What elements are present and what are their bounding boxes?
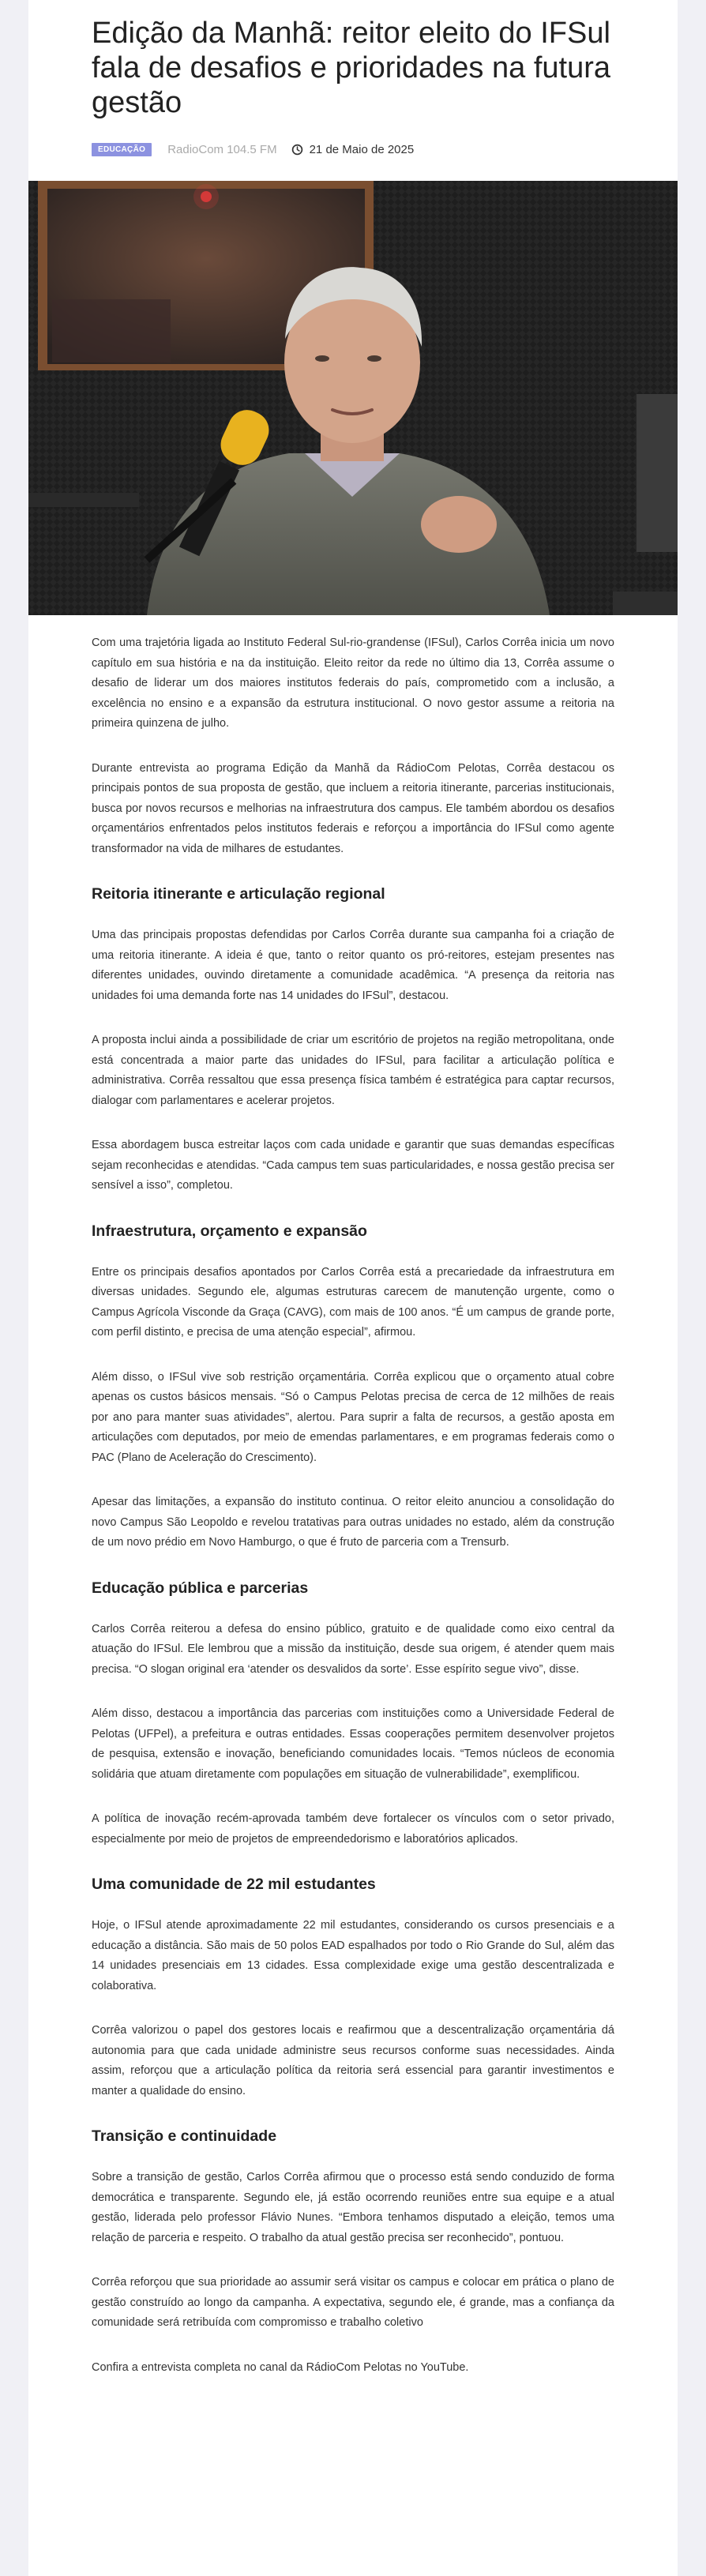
paragraph: Uma das principais propostas defendidas por Carlos Corrêa durante sua campanha foi a criação de uma reitoria itinerante. A ideia é que, tanto o reitor quanto os pró-reitores, estejam presentes nas diferentes unidades, ouvindo diretamente a comunidade acadêmica. “A presença da reitoria nas unidades foi uma demanda forte nas 14 unidades do IFSul”, destacou. [92, 929, 614, 1002]
section-heading: Educação pública e parcerias [92, 1579, 309, 1597]
article-meta [92, 141, 614, 158]
section-heading: Infraestrutura, orçamento e expansão [92, 1222, 367, 1240]
paragraph: Além disso, o IFSul vive sob restrição orçamentária. Corrêa explicou que o orçamento atual cobre apenas os custos básicos mensais. “Só o Campus Pelotas precisa de cerca de 12 milhões de reais por ano para manter suas atividades”, alertou. Para suprir a falta de recursos, a gestão aposta em articulações com deputados, por meio de emendas parlamentares, e em programas federais como o PAC (Plano de Aceleração do Crescimento). [92, 1370, 614, 1464]
paragraph: Durante entrevista ao programa Edição da Manhã da RádioCom Pelotas, Corrêa destacou os principais pontos de sua proposta de gestão, que incluem a reitoria itinerante, parcerias institucionais, busca por novos recursos e melhorias na infraestrutura dos campus. Ele também abordou os desafios orçamentários enfrentados pelos institutos federais e reforçou a importância do IFSul como agente transformador na vida de milhares de estudantes. [92, 761, 614, 855]
paragraph: Sobre a transição de gestão, Carlos Corrêa afirmou que o processo está sendo conduzido de forma democrática e transparente. Segundo ele, já estão ocorrendo reuniões entre sua equipe e a atual gestão, liderada pelo professor Flávio Nunes. “Embora tenhamos disputado a eleição, temos uma relação de parceria e respeito. O trabalho da atual gestão precisa ser reconhecido”, pontuou. [92, 2171, 614, 2244]
publish-date: 21 de Maio de 2025 [309, 142, 415, 156]
article-header [28, 0, 678, 158]
article-body [92, 633, 614, 2402]
paragraph: Além disso, destacou a importância das parcerias com instituições como a Universidade Federal de Pelotas (UFPel), a prefeitura e outras entidades. Essas cooperações permitem desenvolver projetos de pesquisa, extensão e inovação, beneficiando comunidades locais. “Temos núcleos de economia solidária que atuam diretamente com populações em situação de vulnerabilidade”, exemplificou. [92, 1707, 614, 1781]
author-name[interactable]: RadioCom 104.5 FM [167, 142, 277, 156]
paragraph: A política de inovação recém-aprovada também deve fortalecer os vínculos com o setor privado, especialmente por meio de projetos de empreendedorismo e laboratórios aplicados. [92, 1812, 614, 1846]
paragraph: Essa abordagem busca estreitar laços com cada unidade e garantir que suas demandas específicas sejam reconhecidas e atendidas. “Cada campus tem suas particularidades, e nossa gestão precisa ser sensível a isso”, completou. [92, 1139, 614, 1192]
paragraph: Corrêa valorizou o papel dos gestores locais e reafirmou que a descentralização orçamentária dá autonomia para que cada unidade administre seus recursos conforme suas necessidades. Ainda assim, reforçou que a articulação política da reitoria será essencial para garantir investimentos e manter a qualidade do ensino. [92, 2024, 614, 2097]
article-title: Edição da Manhã: reitor eleito do IFSul fala de desafios e prioridades na futura gestão [92, 17, 610, 119]
section-heading: Transição e continuidade [92, 2127, 277, 2145]
paragraph: Apesar das limitações, a expansão do instituto continua. O reitor eleito anunciou a consolidação do novo Campus São Leopoldo e revelou tratativas para outras unidades no estado, além da construção de um novo prédio em Novo Hamburgo, o que é fruto de parceria com a Trensurb. [92, 1496, 614, 1549]
paragraph: A proposta inclui ainda a possibilidade de criar um escritório de projetos na região metropolitana, onde está concentrada a maior parte das unidades do IFSul, para facilitar a articulação política e administrativa. Corrêa ressaltou que essa presença física também é estratégica para captar recursos, dialogar com parlamentares e acelerar projetos. [92, 1034, 614, 1107]
paragraph: Entre os principais desafios apontados por Carlos Corrêa está a precariedade da infraestrutura em diversas unidades. Segundo ele, algumas estruturas carecem de manutenção urgente, como o Campus Agrícola Visconde da Graça (CAVG), com mais de 100 anos. “É um campus de grande porte, com perfil distinto, e precisa de uma atenção especial”, afirmou. [92, 1265, 614, 1339]
clock-icon [291, 144, 303, 156]
section-heading: Reitoria itinerante e articulação regional [92, 885, 385, 903]
paragraph: Confira a entrevista completa no canal da RádioCom Pelotas no YouTube. [92, 2360, 469, 2374]
paragraph: Corrêa reforçou que sua prioridade ao assumir será visitar os campus e colocar em prática o plano de gestão construído ao longo da campanha. A expectativa, segundo ele, é grande, mas a confiança da comunidade será retribuída com compromisso e trabalho coletivo [92, 2276, 614, 2329]
category-badge[interactable]: EDUCAÇÃO [92, 143, 152, 156]
paragraph: Hoje, o IFSul atende aproximadamente 22 mil estudantes, considerando os cursos presenciais e a educação a distância. São mais de 50 polos EAD espalhados por todo o Rio Grande do Sul, além das 14 unidades presenciais em 13 cidades. Essa complexidade exige uma gestão descentralizada e colaborativa. [92, 1919, 614, 1992]
section-heading: Uma comunidade de 22 mil estudantes [92, 1876, 376, 1893]
hero-image [28, 181, 678, 615]
article-page [28, 0, 678, 2576]
paragraph: Com uma trajetória ligada ao Instituto Federal Sul-rio-grandense (IFSul), Carlos Corrêa inicia um novo capítulo em sua história e na da instituição. Eleito reitor da rede no último dia 13, Corrêa assume o desafio de liderar um dos maiores institutos federais do país, comprometido com a inclusão, a excelência no ensino e a expansão da estrutura institucional. O novo gestor assume a reitoria na primeira quinzena de julho. [92, 636, 614, 730]
paragraph: Carlos Corrêa reiterou a defesa do ensino público, gratuito e de qualidade como eixo central da atuação do IFSul. Ele lembrou que a missão da instituição, desde sua origem, é atender quem mais precisa. “O slogan original era ‘atender os desvalidos da sorte’. Esse espírito segue vivo”, disse. [92, 1622, 614, 1676]
